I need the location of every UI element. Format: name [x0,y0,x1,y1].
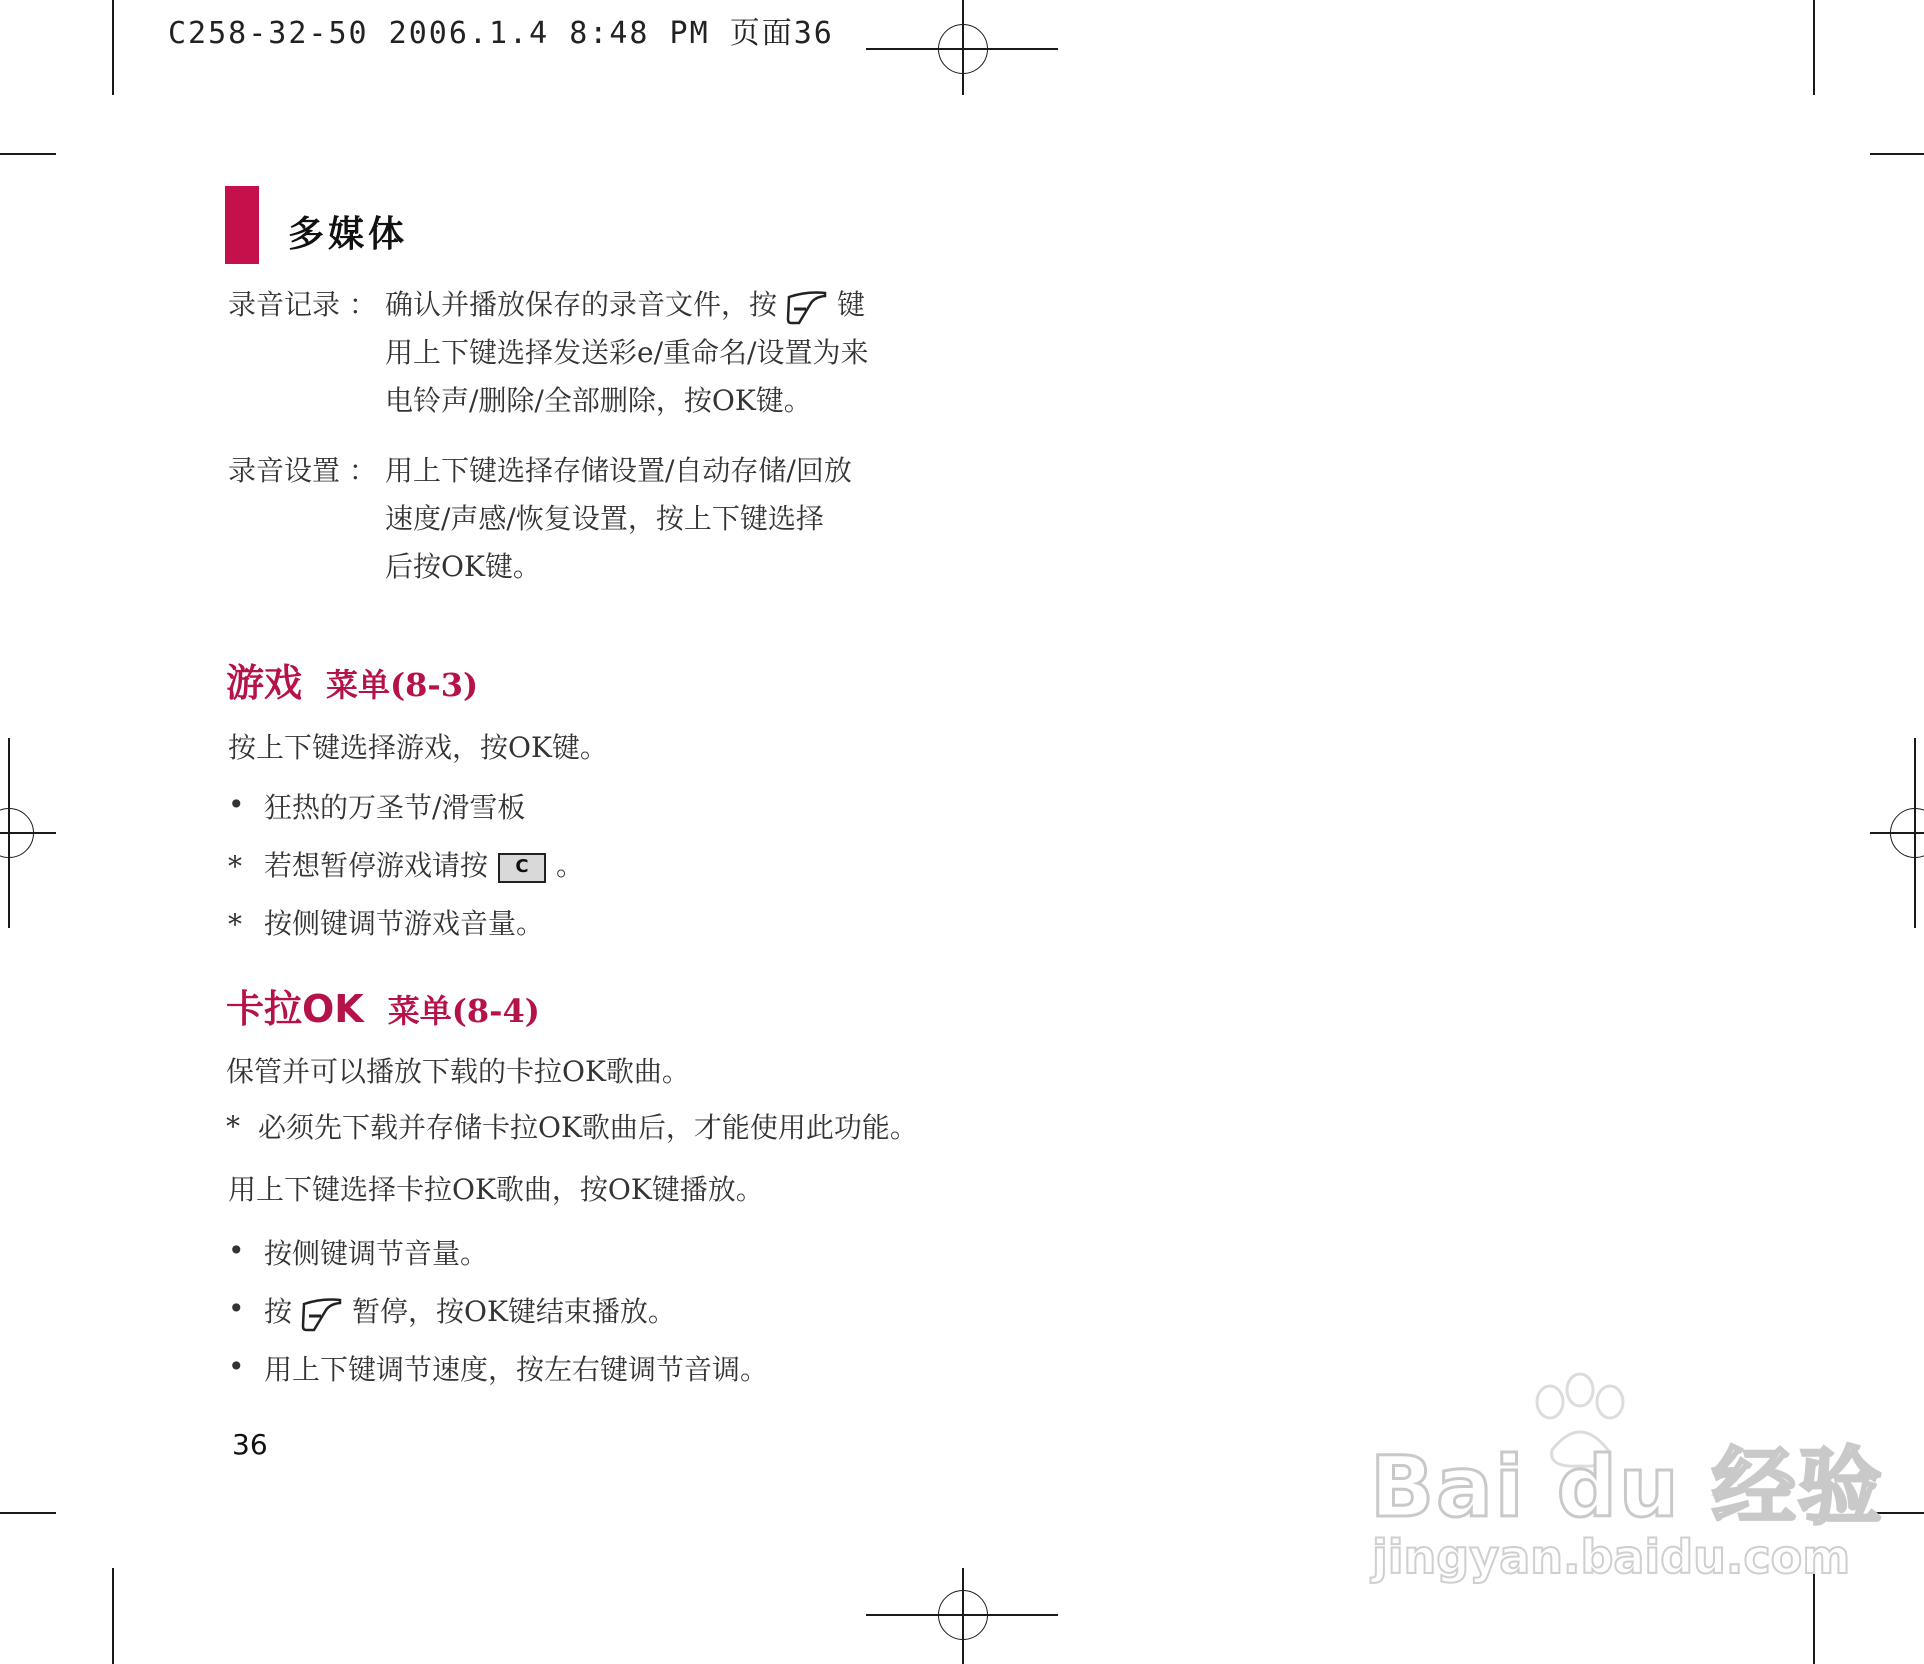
soft-key-icon [785,289,829,325]
games-menu-number: 菜单(8-3) [326,666,479,704]
karaoke-intro: 保管并可以播放下载的卡拉OK歌曲。 [226,1055,690,1088]
watermark-brand: Bai du 经验 [1370,1438,1884,1536]
karaoke-menu-number: 菜单(8-4) [387,992,540,1030]
crop-mark-bottom-left-vertical [112,1568,114,1664]
crop-mark-top-left-horizontal [0,153,56,155]
print-slug: C258-32-50 2006.1.4 8:48 PM 页面36 [168,16,834,51]
record-log-line-1 [385,285,865,325]
karaoke-item-3: 用上下键调节速度，按左右键调节音调。 [264,1353,769,1386]
karaoke-bullet-1: • [228,1234,245,1267]
soft-key-icon [300,1296,344,1332]
karaoke-bullet-3: • [228,1350,245,1383]
karaoke-usage: 用上下键选择卡拉OK歌曲，按OK键播放。 [228,1173,764,1206]
registration-mark-bottom-circle [938,1590,988,1640]
crop-mark-bottom-left-horizontal [0,1512,56,1514]
karaoke-item-2-text: 按 [264,1295,293,1328]
karaoke-item-1: 按侧键调节音量。 [264,1237,489,1270]
record-log-line-1-text: 确认并播放保存的录音文件，按 [385,288,778,321]
record-settings-line-2: 速度/声感/恢复设置，按上下键选择 [385,502,824,535]
karaoke-item-2 [264,1292,676,1332]
karaoke-heading [226,978,540,1033]
record-log-line-1-key: 键 [837,288,866,321]
c-key-icon: C [498,853,546,883]
page-number: 36 [232,1428,268,1461]
record-log-line-3: 电铃声/删除/全部删除，按OK键。 [385,384,812,417]
games-note-1-text: 若想暂停游戏请按 [264,849,489,882]
record-log-term: 录音记录 ： [228,288,377,321]
games-heading-text: 游戏 [226,661,303,705]
crop-mark-top-right-horizontal [1870,153,1924,155]
games-note-mark-2: * [228,908,242,941]
karaoke-heading-text: 卡拉OK [226,987,364,1031]
crop-mark-top-left-vertical [112,0,114,95]
games-note-mark-1: * [228,850,242,883]
karaoke-note-mark: * [226,1110,240,1143]
karaoke-item-2-end: 暂停，按OK键结束播放。 [352,1295,676,1328]
record-settings-line-3: 后按OK键。 [385,550,541,583]
games-note-2: 按侧键调节游戏音量。 [264,907,545,940]
watermark-url: jingyan.baidu.com [1372,1530,1851,1584]
games-bullet-1: • [228,788,245,821]
registration-mark-right-circle [1890,808,1924,858]
section-accent-bar [225,186,259,264]
registration-mark-left-circle [0,808,34,858]
karaoke-note: 必须先下载并存储卡拉OK歌曲后，才能使用此功能。 [258,1111,918,1144]
registration-mark-top-circle [938,24,988,74]
games-intro: 按上下键选择游戏，按OK键。 [228,731,608,764]
record-log-line-2: 用上下键选择发送彩e/重命名/设置为来 [385,336,869,369]
games-note-1-end: 。 [556,849,585,882]
record-settings-term: 录音设置 ： [228,454,377,487]
crop-mark-top-right-vertical [1813,0,1815,95]
games-heading [226,652,478,707]
karaoke-bullet-2: • [228,1292,245,1325]
games-note-1 [264,846,584,886]
games-item-1: 狂热的万圣节/滑雪板 [264,791,526,824]
section-title: 多媒体 [288,214,409,255]
record-settings-line-1: 用上下键选择存储设置/自动存储/回放 [385,454,852,487]
